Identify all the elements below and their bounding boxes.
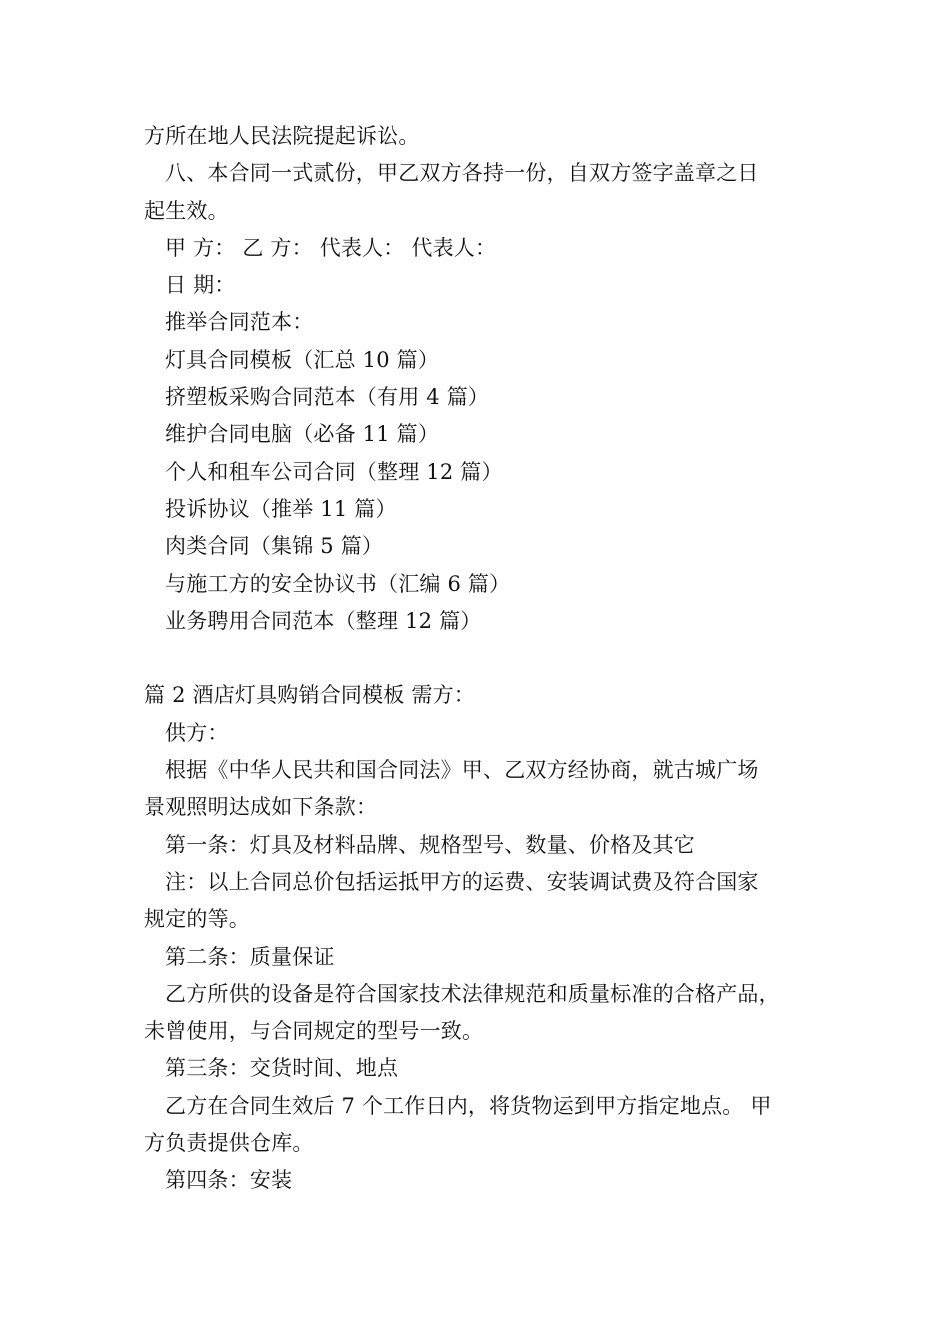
text-line: 方所在地人民法院提起诉讼。: [144, 124, 420, 148]
recommended-item: 与施工方的安全协议书（汇编 6 篇）: [165, 571, 511, 596]
recommended-item: 肉类合同（集锦 5 篇）: [165, 534, 384, 559]
text-line: 乙方所供的设备是符合国家技术法律规范和质量标准的合格产品，: [165, 981, 780, 1006]
recommended-item: 灯具合同模板（汇总 10 篇）: [165, 347, 440, 372]
recommended-item: 个人和租车公司合同（整理 12 篇）: [165, 459, 503, 484]
recommended-item: 挤塑板采购合同范本（有用 4 篇）: [165, 385, 490, 410]
clause-heading: 第一条：灯具及材料品牌、规格型号、数量、价格及其它: [165, 832, 695, 857]
text-line: 方负责提供仓库。: [144, 1131, 314, 1156]
section-title: 篇 2 酒店灯具购销合同模板 需方：: [144, 683, 475, 708]
text-line: 未曾使用，与合同规定的型号一致。: [144, 1019, 484, 1044]
text-line: 乙方在合同生效后 7 个工作日内，将货物运到甲方指定地点。 甲: [165, 1093, 772, 1118]
clause-heading: 第二条：质量保证: [165, 944, 335, 969]
text-line: 景观照明达成如下条款：: [144, 795, 378, 820]
date-label: 日 期：: [165, 273, 236, 298]
text-line: 起生效。: [144, 198, 229, 223]
text-line: 供方：: [165, 720, 229, 745]
recommended-item: 投诉协议（推举 11 篇）: [165, 496, 397, 521]
signature-labels: 甲 方： 乙 方： 代表人： 代表人：: [165, 235, 497, 260]
recommended-item: 维护合同电脑（必备 11 篇）: [165, 422, 440, 447]
recommended-heading: 推举合同范本：: [165, 310, 314, 335]
recommended-item: 业务聘用合同范本（整理 12 篇）: [165, 608, 482, 633]
text-line: 注：以上合同总价包括运抵甲方的运费、安装调试费及符合国家: [165, 869, 759, 894]
text-line: 规定的等。: [144, 907, 250, 932]
clause-heading: 第四条：安装: [165, 1168, 293, 1193]
clause-heading: 第三条：交货时间、地点: [165, 1056, 399, 1081]
text-line: 八、本合同一式贰份，甲乙双方各持一份，自双方签字盖章之日: [165, 161, 759, 186]
blank-line: [144, 640, 824, 677]
text-line: 根据《中华人民共和国合同法》甲、乙双方经协商，就古城广场: [165, 758, 759, 783]
document-body: [144, 118, 824, 1200]
